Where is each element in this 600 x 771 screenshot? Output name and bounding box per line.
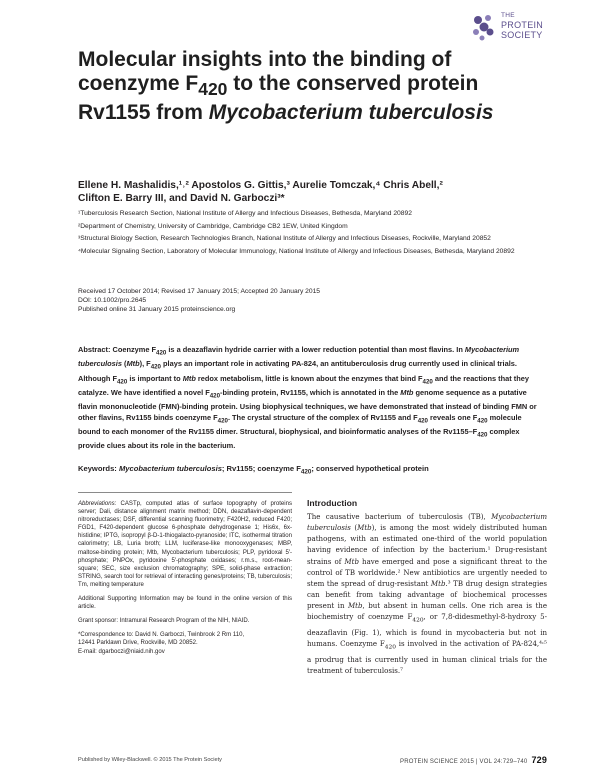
logo-line-3: SOCIETY	[501, 30, 543, 40]
publication-history	[78, 287, 548, 314]
affiliation-2: ²Department of Chemistry, University of Cambridge, Cambridge CB2 1EW, United Kingdom	[78, 222, 348, 230]
article-title	[78, 48, 498, 125]
affiliation-4: ⁴Molecular Signaling Section, Laboratory of Molecular Immunology, National Institute of Allergy and Infectious Diseases, Bethesda, Maryland 20892	[78, 247, 515, 255]
abbreviations-label: Abbreviations:	[78, 501, 117, 507]
logo-line-1: THE	[501, 12, 515, 19]
journal-footer	[400, 755, 547, 765]
f420-subscript: 420	[150, 363, 161, 371]
abstract-mtb: Mtb	[182, 373, 196, 383]
authors-line-2: Clifton E. Barry III, and David N. Garboczi³*	[78, 193, 285, 204]
keyword-organism: Mycobacterium tuberculosis	[118, 464, 222, 473]
keywords	[78, 464, 546, 478]
f420-subscript: 420	[477, 431, 488, 439]
f420-subscript: 420	[477, 417, 488, 425]
supporting-info: Additional Supporting Information may be found in the online version of this article.	[78, 596, 292, 611]
intro-text: , or 7,8-didesmethyl-8-hydroxy 5-deazaflavin (Fig. 1), which is found in mycobacteria but not in humans. Coenzyme F	[307, 612, 547, 649]
keywords-text: ; Rv1155; coenzyme F	[221, 464, 301, 473]
intro-text: (	[350, 523, 358, 533]
abbreviations-text: CASTp, computed atlas of surface topography of proteins server; Dali, distance alignment matrix method; DDN, deazaflavin-dependent nitroreductases; DSF, differential scanning fluorimetry; F420H2, reduced F420; FGD1, F420-dependent glucose 6-phosphate dehydrogenase 1; His6x, 6x-histidine; IPTG, isopropyl β-D-1-thiogalacto-pyranoside; ITC, isothermal titration calorimetry; LB, Luria broth; LLM, luciferase-like monooxygenases; MBP, maltose-binding protein; Mtb, Mycobacterium tuberculosis; PLP, pyridoxal 5′-phosphate; PNPOx, pyridoxine 5′-phosphate oxidases; r.m.s., root-mean-square; SEC, size exclusion chromatography; SPE, solid-phase extraction; STRING, search tool for retrieval of interacting genes/proteins; TB, tuberculosis; Tm, melting temperature	[78, 501, 292, 588]
authors-line-1: Ellene H. Mashalidis,¹˒² Apostolos G. Gittis,³ Aurelie Tomczak,⁴ Chris Abell,²	[78, 180, 443, 191]
f420-subscript: 420	[156, 349, 167, 357]
protein-society-logo	[470, 8, 570, 50]
protein-society-logo-icon	[470, 12, 498, 42]
title-subscript: 420	[198, 79, 228, 100]
intro-text: is involved in the activation of PA-824,⁴˒⁵ a prodrug that is currently used in human clinical trials for the treatment of tuberculosis.⁷	[307, 639, 547, 675]
page-number: 729	[531, 755, 548, 765]
f420-subscript: 420	[209, 392, 220, 400]
keywords-text: ; conserved hypothetical protein	[311, 464, 429, 473]
intro-text: , but absent in human cells. One rich area is the biochemistry of coenzyme F	[307, 601, 547, 622]
publisher-footer: Published by Wiley-Blackwell. © 2015 The Protein Society	[78, 757, 222, 763]
title-line-2b: to the conserved protein	[227, 72, 479, 95]
abstract-text: . The crystal structure of the complex of Rv1155 and F	[227, 412, 418, 422]
intro-mtb: Mtb	[357, 523, 372, 533]
intro-mtb: Mtb	[430, 578, 446, 588]
intro-text: ), is among the most widely distributed human pathogens, with an estimated one-third of the world population having evidence of infection by the bacterium.¹ Drug-resistant strains of	[307, 523, 547, 566]
abstract-organism: Mycobacterium tuberculosis	[78, 345, 520, 369]
author-list	[78, 179, 548, 205]
abstract-text: molecule bound to each monomer of the Rv1155 dimer. Structural, biophysical, and bioinformatic analyses of the Rv1155–F	[78, 412, 522, 437]
abstract-text: plays an important role in activating PA-824, an antituberculosis drug currently used in clinical trials. Although F	[78, 359, 517, 383]
introduction-body	[307, 511, 547, 676]
abstract-mtb: Mtb	[126, 359, 140, 369]
abstract-text: ), F	[139, 359, 151, 369]
grant-sponsor: Grant sponsor: Intramural Research Program of the NIH, NIAID.	[78, 618, 250, 625]
intro-mtb: Mtb	[347, 601, 363, 611]
published-online: Published online 31 January 2015 proteinscience.org	[78, 306, 236, 313]
abstract-text: and the reactions that they catalyze. We have identified a novel F	[78, 373, 529, 397]
abstract-text: is important to	[127, 373, 183, 383]
received-dates: Received 17 October 2014; Revised 17 January 2015; Accepted 20 January 2015	[78, 288, 321, 295]
abstract-text: complex provide clues about its role in the bacterium.	[78, 427, 520, 451]
affiliation-1: ¹Tuberculosis Research Section, National Institute of Allergy and Infectious Diseases, Bethesda, Maryland 20892	[78, 210, 412, 217]
front-matter-notes	[78, 500, 292, 662]
correspondence-line-1: *Correspondence to: David N. Garboczi, Twinbrook 2 Rm 110,	[78, 632, 245, 639]
abstract-text: redox metabolism, little is known about the enzymes that bind F	[195, 373, 423, 383]
f420-subscript: 420	[384, 644, 396, 651]
f420-subscript: 420	[300, 468, 312, 476]
title-line-3a: Rv1155 from	[78, 101, 209, 125]
affiliation-3: ³Structural Biology Section, Research Technologies Branch, National Institute of Allergy and Infectious Diseases, Rockville, Maryland 20852	[78, 235, 491, 242]
abstract-text: reveals one F	[427, 412, 478, 422]
section-divider	[78, 492, 292, 493]
abstract-text: -binding protein, Rv1155, which is annotated in the	[220, 387, 401, 397]
abstract-text: genome sequence as a putative flavin mononucleotide (FMN)-binding protein. Using biophysical techniques, we have demonstrated that instead of binding FMN or other flavins, Rv1155 binds coenzyme F	[78, 387, 537, 422]
keywords-label: Keywords:	[78, 464, 117, 473]
abstract-text: is a deazaflavin hydride carrier with a lower reduction potential than most flavins. In	[166, 345, 465, 354]
intro-organism: Mycobacterium tuberculosis	[307, 512, 547, 533]
title-line-1: Molecular insights into the binding of	[78, 48, 452, 71]
abstract-label: Abstract:	[78, 345, 111, 354]
logo-line-2: PROTEIN	[501, 20, 544, 30]
title-line-2a: coenzyme F	[78, 72, 199, 95]
intro-mtb: Mtb	[344, 556, 359, 566]
introduction-heading: Introduction	[307, 498, 358, 508]
title-organism: Mycobacterium tuberculosis	[208, 101, 494, 125]
f420-subscript: 420	[422, 378, 433, 385]
abbreviations	[78, 500, 292, 589]
abstract-text: Coenzyme F	[110, 345, 157, 354]
abstract-mtb: Mtb	[400, 387, 414, 397]
correspondence-line-2: 12441 Parklawn Drive, Rockville, MD 20852.	[78, 640, 198, 647]
f420-subscript: 420	[417, 417, 428, 425]
affiliations	[78, 209, 548, 259]
f420-subscript: 420	[217, 417, 228, 425]
correspondence-email: E-mail: dgarboczi@niaid.nih.gov	[78, 648, 165, 655]
abstract-text: (	[121, 359, 127, 369]
intro-text: .³ TB drug design strategies can benefit from taking advantage of biochemical processes present in	[307, 578, 547, 611]
intro-text: The causative bacterium of tuberculosis (TB),	[307, 512, 492, 521]
logo-wordmark	[501, 12, 543, 40]
intro-text: have emerged and pose a significant threat to the control of TB worldwide.² New antibiotics are urgently needed to stem the spread of drug-resistant	[307, 556, 548, 588]
abstract	[78, 345, 546, 452]
f420-subscript: 420	[117, 378, 128, 385]
journal-citation: PROTEIN SCIENCE 2015 | VOL 24:729–740	[400, 759, 528, 765]
doi: DOI: 10.1002/pro.2645	[78, 297, 147, 304]
correspondence	[78, 631, 292, 655]
f420-subscript: 420	[412, 617, 424, 624]
